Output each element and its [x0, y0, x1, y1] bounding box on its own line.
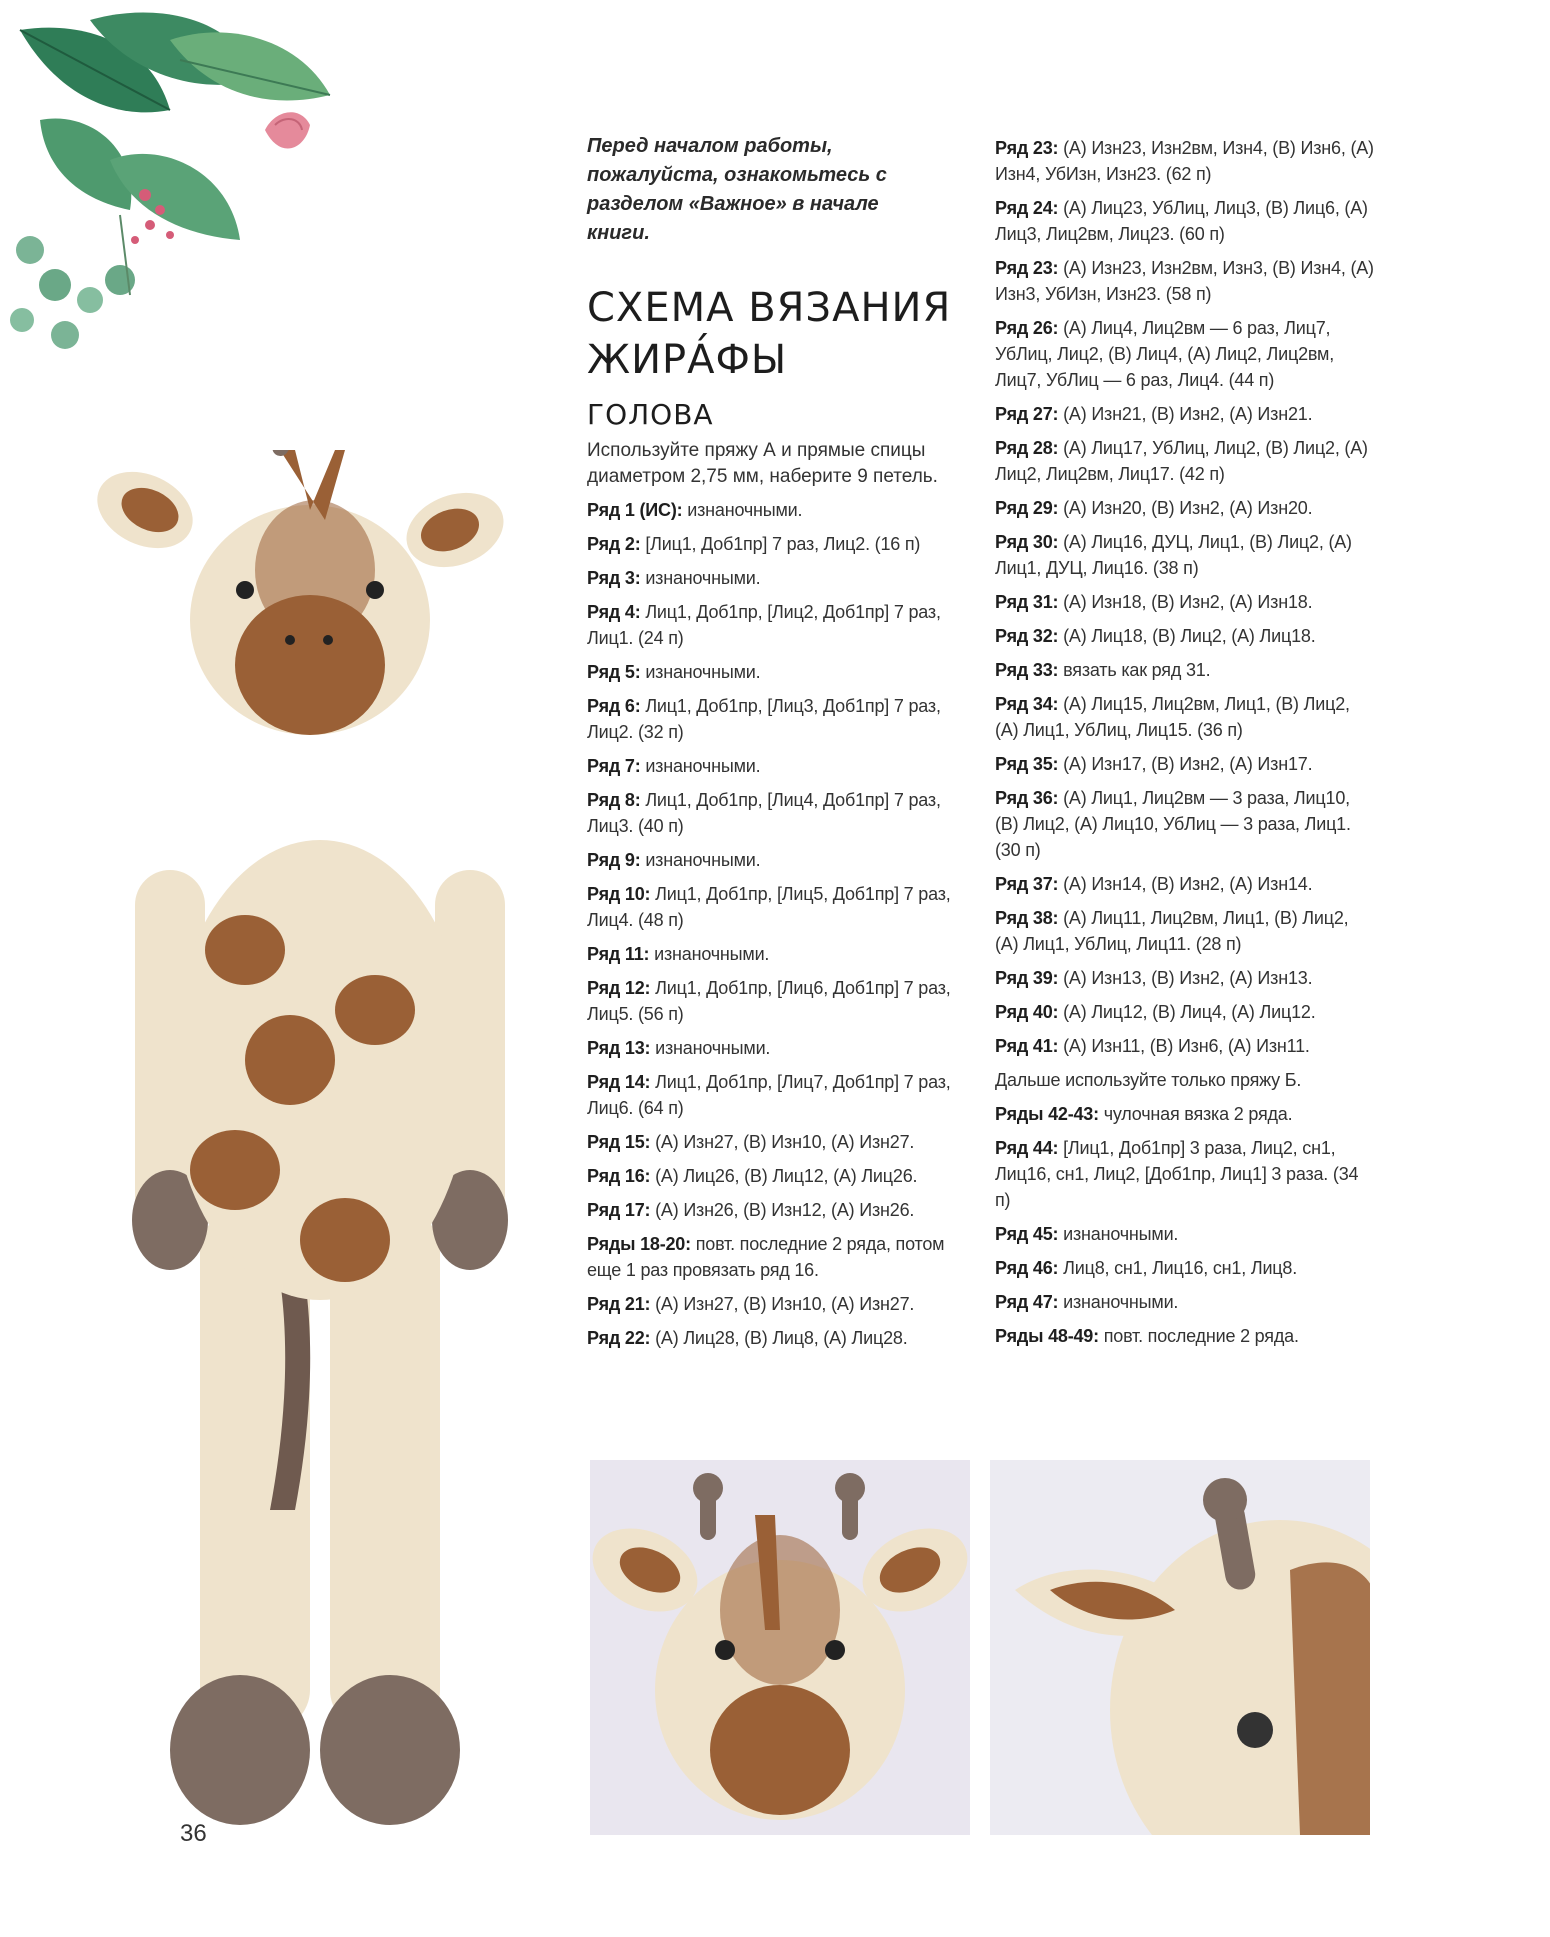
pattern-row: [995, 1255, 1375, 1281]
pattern-row: [995, 1221, 1375, 1247]
pattern-row: [995, 315, 1375, 393]
row-instruction: (А) Изн23, Изн2вм, Изн3, (В) Изн4, (А) Изн3, УбИзн, Изн23. (58 п): [995, 258, 1374, 304]
pattern-row: [995, 999, 1375, 1025]
pattern-row: [587, 1325, 972, 1351]
row-instruction: Лиц1, Доб1пр, [Лиц5, Доб1пр] 7 раз, Лиц4. (48 п): [587, 884, 951, 930]
row-label: Ряд 2:: [587, 534, 641, 554]
row-label: Ряд 33:: [995, 660, 1059, 680]
row-label: Ряд 1 (ИС):: [587, 500, 683, 520]
row-label: Ряд 34:: [995, 694, 1059, 714]
row-label: Ряд 45:: [995, 1224, 1059, 1244]
row-label: Ряд 24:: [995, 198, 1059, 218]
row-label: Ряд 4:: [587, 602, 641, 622]
row-instruction: Лиц8, сн1, Лиц16, сн1, Лиц8.: [1058, 1258, 1298, 1278]
row-label: Ряд 16:: [587, 1166, 651, 1186]
pattern-row: [587, 497, 972, 523]
pattern-row: [995, 1323, 1375, 1349]
row-instruction: (А) Лиц26, (В) Лиц12, (А) Лиц26.: [650, 1166, 918, 1186]
row-label: Ряд 40:: [995, 1002, 1059, 1022]
row-instruction: изнаночными.: [682, 500, 803, 520]
row-instruction: изнаночными.: [1058, 1224, 1179, 1244]
row-instruction: [Лиц1, Доб1пр] 3 раза, Лиц2, сн1, Лиц16, сн1, Лиц2, [Доб1пр, Лиц1] 3 раза. (34 п): [995, 1138, 1359, 1210]
pattern-row: [995, 135, 1375, 187]
row-label: Ряд 38:: [995, 908, 1059, 928]
row-instruction: (А) Лиц1, Лиц2вм — 3 раза, Лиц10, (В) Лиц2, (А) Лиц10, УбЛиц — 3 раза, Лиц1. (30 п): [995, 788, 1351, 860]
pattern-row: [587, 1035, 972, 1061]
row-instruction: [Лиц1, Доб1пр] 7 раз, Лиц2. (16 п): [640, 534, 921, 554]
row-instruction: (А) Изн13, (В) Изн2, (А) Изн13.: [1058, 968, 1313, 988]
pattern-row: [995, 195, 1375, 247]
row-label: Ряд 30:: [995, 532, 1059, 552]
row-instruction: изнаночными.: [649, 944, 770, 964]
row-instruction: (А) Лиц16, ДУЦ, Лиц1, (В) Лиц2, (А) Лиц1, ДУЦ, Лиц16. (38 п): [995, 532, 1352, 578]
pattern-row: [995, 589, 1375, 615]
row-label: Ряд 9:: [587, 850, 641, 870]
row-label: Ряд 3:: [587, 568, 641, 588]
pattern-row: [995, 751, 1375, 777]
pattern-row: [995, 657, 1375, 683]
row-instruction: (А) Лиц11, Лиц2вм, Лиц1, (В) Лиц2, (А) Лиц1, УбЛиц, Лиц11. (28 п): [995, 908, 1349, 954]
pattern-row: [995, 623, 1375, 649]
pattern-row: [995, 905, 1375, 957]
row-instruction: (А) Изн17, (В) Изн2, (А) Изн17.: [1058, 754, 1313, 774]
pattern-row: [587, 975, 972, 1027]
tropical-leaves-decoration: [0, 0, 360, 370]
row-label: Ряды 18-20:: [587, 1234, 691, 1254]
row-instruction: (А) Изн14, (В) Изн2, (А) Изн14.: [1058, 874, 1313, 894]
row-label: Ряд 39:: [995, 968, 1059, 988]
row-label: Ряд 13:: [587, 1038, 651, 1058]
row-instruction: повт. последние 2 ряда.: [1098, 1326, 1299, 1346]
giraffe-toy-illustration: [80, 450, 560, 1850]
row-label: Ряд 23:: [995, 138, 1059, 158]
row-instruction: вязать как ряд 31.: [1058, 660, 1211, 680]
row-instruction: (А) Лиц28, (В) Лиц8, (А) Лиц28.: [650, 1328, 908, 1348]
pattern-column-1: [587, 497, 972, 1359]
row-instruction: чулочная вязка 2 ряда.: [1098, 1104, 1293, 1124]
row-instruction: (А) Лиц15, Лиц2вм, Лиц1, (В) Лиц2, (А) Лиц1, УбЛиц, Лиц15. (36 п): [995, 694, 1350, 740]
row-label: Ряд 28:: [995, 438, 1059, 458]
pattern-row: [587, 1291, 972, 1317]
row-instruction: (А) Лиц17, УбЛиц, Лиц2, (В) Лиц2, (А) Лиц2, Лиц2вм, Лиц17. (42 п): [995, 438, 1368, 484]
row-label: Ряд 14:: [587, 1072, 651, 1092]
section-intro: Используйте пряжу А и прямые спицы диаметром 2,75 мм, наберите 9 петель.: [587, 440, 938, 487]
row-label: Ряды 42-43:: [995, 1104, 1099, 1124]
row-label: Ряды 48-49:: [995, 1326, 1099, 1346]
pattern-row: [995, 1067, 1375, 1093]
pattern-row: [995, 435, 1375, 487]
row-label: Ряд 21:: [587, 1294, 651, 1314]
row-label: Ряд 27:: [995, 404, 1059, 424]
row-label: Ряд 29:: [995, 498, 1059, 518]
intro-note: Перед началом работы, пожалуйста, ознакомьтесь с разделом «Важное» в начале книги.: [587, 135, 887, 244]
pattern-row: [995, 691, 1375, 743]
pattern-row: [587, 941, 972, 967]
row-instruction: (А) Изн18, (В) Изн2, (А) Изн18.: [1058, 592, 1313, 612]
row-label: Ряд 47:: [995, 1292, 1059, 1312]
pattern-row: [995, 1033, 1375, 1059]
row-instruction: (А) Лиц23, УбЛиц, Лиц3, (В) Лиц6, (А) Лиц3, Лиц2вм, Лиц23. (60 п): [995, 198, 1368, 244]
row-label: Ряд 31:: [995, 592, 1059, 612]
pattern-row: [587, 565, 972, 591]
row-label: Ряд 44:: [995, 1138, 1059, 1158]
row-instruction: Лиц1, Доб1пр, [Лиц2, Доб1пр] 7 раз, Лиц1. (24 п): [587, 602, 941, 648]
page-number: 36: [180, 1820, 207, 1847]
row-instruction: (А) Изн23, Изн2вм, Изн4, (В) Изн6, (А) Изн4, УбИзн, Изн23. (62 п): [995, 138, 1374, 184]
pattern-row: [995, 785, 1375, 863]
pattern-row: [587, 1129, 972, 1155]
row-instruction: (А) Лиц12, (В) Лиц4, (А) Лиц12.: [1058, 1002, 1316, 1022]
row-instruction: изнаночными.: [1058, 1292, 1179, 1312]
row-label: Ряд 37:: [995, 874, 1059, 894]
pattern-row: [995, 495, 1375, 521]
row-label: Ряд 46:: [995, 1258, 1059, 1278]
title-line-1: СХЕМА ВЯЗАНИЯ: [587, 285, 952, 331]
pattern-row: [995, 255, 1375, 307]
row-instruction: (А) Лиц4, Лиц2вм — 6 раз, Лиц7, УбЛиц, Лиц2, (В) Лиц4, (А) Лиц2, Лиц2вм, Лиц7, УбЛиц — 6 раз, Лиц4. (44 п): [995, 318, 1335, 390]
pattern-row: [587, 1197, 972, 1223]
pattern-row: [995, 1135, 1375, 1213]
row-instruction: Лиц1, Доб1пр, [Лиц4, Доб1пр] 7 раз, Лиц3. (40 п): [587, 790, 941, 836]
pattern-row: [995, 529, 1375, 581]
giraffe-head-side-photo: [990, 1460, 1370, 1835]
row-instruction: изнаночными.: [640, 850, 761, 870]
row-instruction: (А) Изн20, (В) Изн2, (А) Изн20.: [1058, 498, 1313, 518]
row-label: Ряд 22:: [587, 1328, 651, 1348]
row-label: Ряд 11:: [587, 944, 650, 964]
row-instruction: Лиц1, Доб1пр, [Лиц3, Доб1пр] 7 раз, Лиц2. (32 п): [587, 696, 941, 742]
pattern-row: [995, 401, 1375, 427]
row-label: Ряд 12:: [587, 978, 651, 998]
pattern-row: [587, 753, 972, 779]
row-instruction: (А) Изн11, (В) Изн6, (А) Изн11.: [1058, 1036, 1310, 1056]
pattern-column-2: [995, 135, 1375, 1357]
row-instruction: Дальше используйте только пряжу Б.: [995, 1070, 1302, 1090]
pattern-row: [995, 1289, 1375, 1315]
pattern-row: [587, 1069, 972, 1121]
pattern-row: [995, 1101, 1375, 1127]
row-label: Ряд 32:: [995, 626, 1059, 646]
pattern-row: [587, 693, 972, 745]
pattern-row: [587, 659, 972, 685]
row-instruction: (А) Изн27, (В) Изн10, (А) Изн27.: [650, 1294, 915, 1314]
row-instruction: (А) Лиц18, (В) Лиц2, (А) Лиц18.: [1058, 626, 1316, 646]
row-instruction: изнаночными.: [640, 568, 761, 588]
pattern-row: [587, 531, 972, 557]
row-label: Ряд 26:: [995, 318, 1059, 338]
row-label: Ряд 23:: [995, 258, 1059, 278]
row-instruction: (А) Изн21, (В) Изн2, (А) Изн21.: [1058, 404, 1313, 424]
pattern-row: [587, 599, 972, 651]
pattern-row: [587, 1231, 972, 1283]
row-instruction: изнаночными.: [640, 662, 761, 682]
row-instruction: повт. последние 2 ряда, потом еще 1 раз провязать ряд 16.: [587, 1234, 945, 1280]
row-label: Ряд 15:: [587, 1132, 651, 1152]
pattern-row: [587, 881, 972, 933]
row-instruction: изнаночными.: [640, 756, 761, 776]
page-title: [587, 282, 987, 386]
pattern-row: [587, 787, 972, 839]
row-label: Ряд 36:: [995, 788, 1059, 808]
row-instruction: Лиц1, Доб1пр, [Лиц6, Доб1пр] 7 раз, Лиц5. (56 п): [587, 978, 951, 1024]
row-label: Ряд 6:: [587, 696, 641, 716]
row-label: Ряд 8:: [587, 790, 641, 810]
row-label: Ряд 5:: [587, 662, 641, 682]
row-label: Ряд 35:: [995, 754, 1059, 774]
section-title: ГОЛОВА: [587, 398, 714, 431]
pattern-row: [995, 965, 1375, 991]
row-label: Ряд 17:: [587, 1200, 651, 1220]
row-label: Ряд 7:: [587, 756, 641, 776]
pattern-row: [995, 871, 1375, 897]
giraffe-head-front-photo: [590, 1460, 970, 1835]
row-label: Ряд 10:: [587, 884, 651, 904]
pattern-row: [587, 847, 972, 873]
row-instruction: изнаночными.: [650, 1038, 771, 1058]
row-instruction: (А) Изн27, (В) Изн10, (А) Изн27.: [650, 1132, 915, 1152]
pattern-row: [587, 1163, 972, 1189]
row-instruction: Лиц1, Доб1пр, [Лиц7, Доб1пр] 7 раз, Лиц6. (64 п): [587, 1072, 951, 1118]
row-label: Ряд 41:: [995, 1036, 1059, 1056]
row-instruction: (А) Изн26, (В) Изн12, (А) Изн26.: [650, 1200, 915, 1220]
title-line-2: ЖИРА́ФЫ: [587, 337, 788, 383]
